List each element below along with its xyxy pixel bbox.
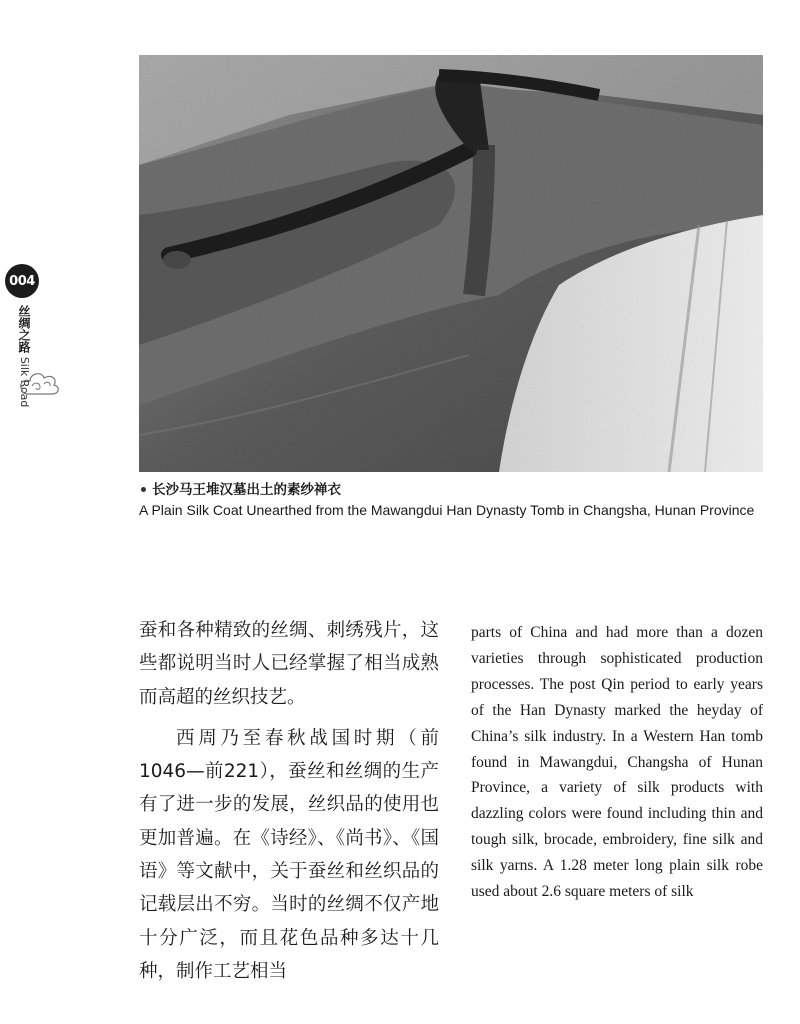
cn-paragraph-2: 西周乃至春秋战国时期（前1046—前221），蚕丝和丝绸的生产有了进一步的发展，丝织品的使用也更加普遍。在《诗经》、《尚书》、《国语》等文献中，关于蚕丝和丝织品的记载层出不穷。当时的丝绸不仅产地十分广泛，而且花色品种多达十几种，制作工艺相当 [139,727,439,982]
silk-coat-photo [139,55,763,472]
side-title-cn: 丝绸之路 [17,305,31,353]
english-text-column: parts of China and had more than a dozen varieties through sophisticated production processes. The post Qin period to early years of the Han Dynasty marked the heyday of China’s silk industry. In a Western Han tomb found in Mawangdui, Changsha of Hunan Province, a variety of silk products with dazzling colors were found including thin and tough silk, brocade, embroidery, fine silk and silk yarns. A 1.28 meter long plain silk robe used about 2.6 square meters of silk [471,624,763,901]
bullet-icon [141,487,146,492]
side-running-title [8,305,31,408]
caption-en: A Plain Silk Coat Unearthed from the Mawangdui Han Dynasty Tomb in Changsha, Hunan Province [139,502,755,518]
page-number: 004 [9,273,35,289]
cn-paragraph-1: 蚕和各种精致的丝绸、刺绣残片，这些都说明当时人已经掌握了相当成熟而高超的丝织技艺。 [139,620,439,708]
caption-cn-line [139,482,769,499]
auspicious-cloud-icon [18,368,62,398]
page-number-badge [5,264,39,298]
side-title-en: Silk Road [18,356,31,408]
caption-cn: 长沙马王堆汉墓出土的素纱禅衣 [152,482,341,498]
chinese-text-column [139,614,439,988]
figure-caption [139,482,769,519]
